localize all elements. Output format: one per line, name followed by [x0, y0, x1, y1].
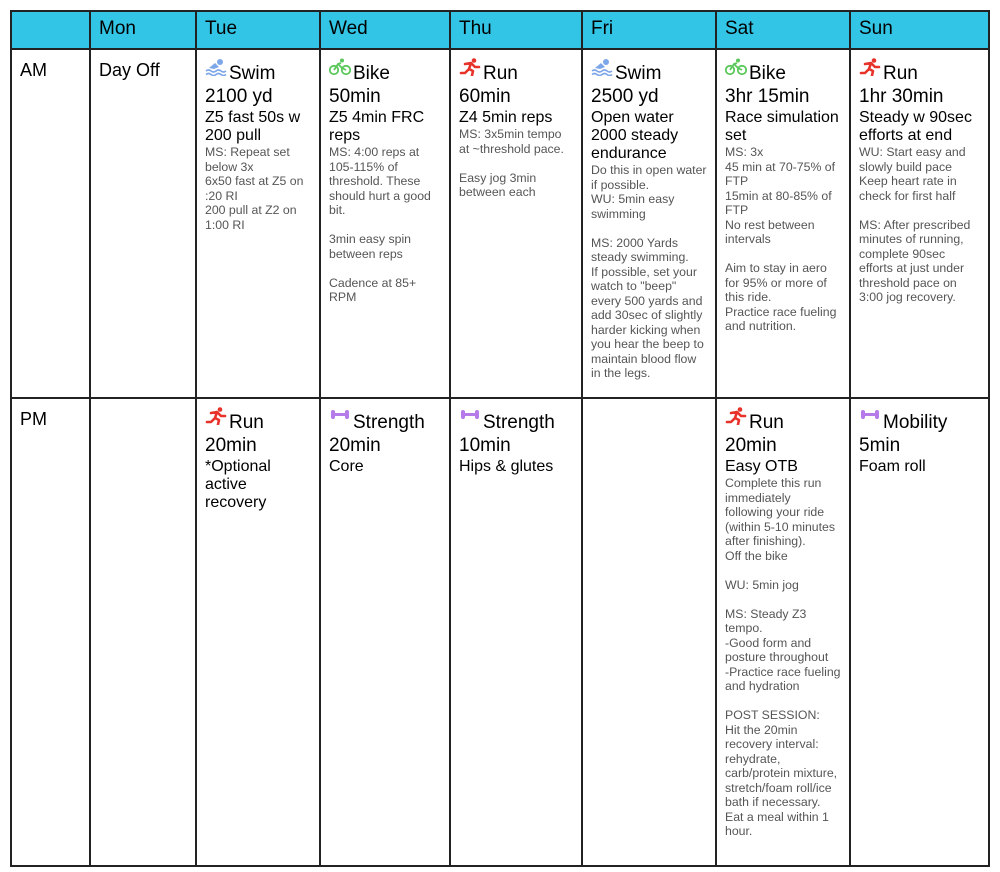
workout-duration: 2100 yd: [205, 86, 273, 107]
dumbbell-icon: [459, 407, 483, 434]
swim-icon: [591, 58, 615, 85]
workout-subtitle: Open water 2000 steady endurance: [591, 109, 679, 162]
workout-type: Bike: [353, 63, 390, 84]
dumbbell-icon: [859, 407, 883, 434]
workout-duration: 20min: [725, 435, 777, 456]
workout-title: [329, 407, 441, 434]
workout-type: Strength: [353, 412, 425, 433]
workout-subtitle: Race simulation set: [725, 109, 839, 144]
schedule-cell: [582, 398, 716, 866]
day-header-wed: Wed: [320, 11, 450, 49]
workout-duration: 50min: [329, 86, 381, 107]
swim-icon: [205, 58, 229, 85]
workout-title: [859, 58, 980, 85]
workout-subtitle: Steady w 90sec efforts at end: [859, 109, 972, 144]
workout-cell: [716, 398, 850, 866]
row-am: [11, 49, 989, 398]
workout-duration: 10min: [459, 435, 511, 456]
workout-cell: [320, 398, 450, 866]
header-corner: [11, 11, 90, 49]
weekly-training-schedule: [10, 10, 990, 867]
row-pm: [11, 398, 989, 866]
workout-type: Run: [883, 63, 918, 84]
workout-title: [725, 407, 841, 434]
workout-subtitle: Z4 5min reps: [459, 109, 553, 126]
workout-title: [459, 58, 573, 85]
workout-duration: 5min: [859, 435, 901, 456]
workout-duration: 20min: [329, 435, 381, 456]
schedule-cell: Day Off: [90, 49, 196, 398]
workout-cell: [850, 398, 989, 866]
workout-duration: 2500 yd: [591, 86, 659, 107]
bike-icon: [329, 58, 353, 85]
run-icon: [859, 58, 883, 85]
workout-type: Mobility: [883, 412, 948, 433]
workout-details: MS: 3x5min tempo at ~threshold pace. Easy jog 3min between each: [459, 127, 564, 199]
workout-subtitle: Hips & glutes: [459, 458, 554, 475]
day-header-thu: Thu: [450, 11, 582, 49]
workout-type: Run: [749, 412, 784, 433]
workout-subtitle: Z5 fast 50s w 200 pull: [205, 109, 301, 144]
workout-subtitle: Foam roll: [859, 458, 926, 475]
workout-cell: [196, 49, 320, 398]
workout-details: Do this in open water if possible. WU: 5min easy swimming MS: 2000 Yards steady swimming. If possible, set your watch to "beep" every 500 yards and add 30sec of slightly harder kicking when you hear the beep to maintain blood flow in the legs.: [591, 163, 707, 380]
workout-title: [725, 58, 841, 85]
dumbbell-icon: [329, 407, 353, 434]
workout-duration: 1hr 30min: [859, 86, 944, 107]
workout-duration: 60min: [459, 86, 511, 107]
workout-title: [591, 58, 707, 85]
workout-details: MS: Repeat set below 3x 6x50 fast at Z5 on :20 RI 200 pull at Z2 on 1:00 RI: [205, 145, 304, 232]
row-label: AM: [11, 49, 90, 398]
header-row: [11, 11, 989, 49]
workout-title: [859, 407, 980, 434]
day-header-tue: Tue: [196, 11, 320, 49]
workout-cell: [450, 398, 582, 866]
run-icon: [459, 58, 483, 85]
run-icon: [725, 407, 749, 434]
workout-details: MS: 3x 45 min at 70-75% of FTP 15min at 80-85% of FTP No rest between intervals Aim to stay in aero for 95% or more of this ride. Practice race fueling and nutrition.: [725, 145, 837, 333]
workout-cell: [716, 49, 850, 398]
run-icon: [205, 407, 229, 434]
day-header-fri: Fri: [582, 11, 716, 49]
workout-duration: 20min: [205, 435, 257, 456]
workout-title: [329, 58, 441, 85]
workout-details: MS: 4:00 reps at 105-115% of threshold. These should hurt a good bit. 3min easy spin between reps Cadence at 85+ RPM: [329, 145, 431, 304]
workout-details: WU: Start easy and slowly build pace Keep heart rate in check for first half MS: After prescribed minutes of running, complete 90sec efforts at just under threshold pace on 3:00 jog recovery.: [859, 145, 971, 304]
workout-type: Strength: [483, 412, 555, 433]
workout-cell: [196, 398, 320, 866]
workout-type: Swim: [615, 63, 662, 84]
workout-type: Swim: [229, 63, 276, 84]
workout-cell: [850, 49, 989, 398]
workout-title: [205, 58, 311, 85]
row-label: PM: [11, 398, 90, 866]
workout-cell: [582, 49, 716, 398]
workout-subtitle: *Optional active recovery: [205, 458, 271, 511]
bike-icon: [725, 58, 749, 85]
day-header-sun: Sun: [850, 11, 989, 49]
workout-title: [205, 407, 311, 434]
workout-type: Bike: [749, 63, 786, 84]
day-header-mon: Mon: [90, 11, 196, 49]
schedule-cell: [90, 398, 196, 866]
workout-subtitle: Easy OTB: [725, 458, 798, 475]
workout-details: Complete this run immediately following your ride (within 5-10 minutes after finishing). Off the bike WU: 5min jog MS: Steady Z3 tempo. -Good form and posture throughout -Practice race fueling and hydration POST SESSION: Hit the 20min recovery interval: rehydrate, carb/protein mixture, stretch/foam roll/ice bath if necessary. Eat a meal within 1 hour.: [725, 476, 841, 838]
workout-cell: [320, 49, 450, 398]
workout-subtitle: Z5 4min FRC reps: [329, 109, 425, 144]
workout-duration: 3hr 15min: [725, 86, 810, 107]
workout-subtitle: Core: [329, 458, 364, 475]
day-header-sat: Sat: [716, 11, 850, 49]
workout-title: [459, 407, 573, 434]
workout-type: Run: [483, 63, 518, 84]
workout-cell: [450, 49, 582, 398]
workout-type: Run: [229, 412, 264, 433]
